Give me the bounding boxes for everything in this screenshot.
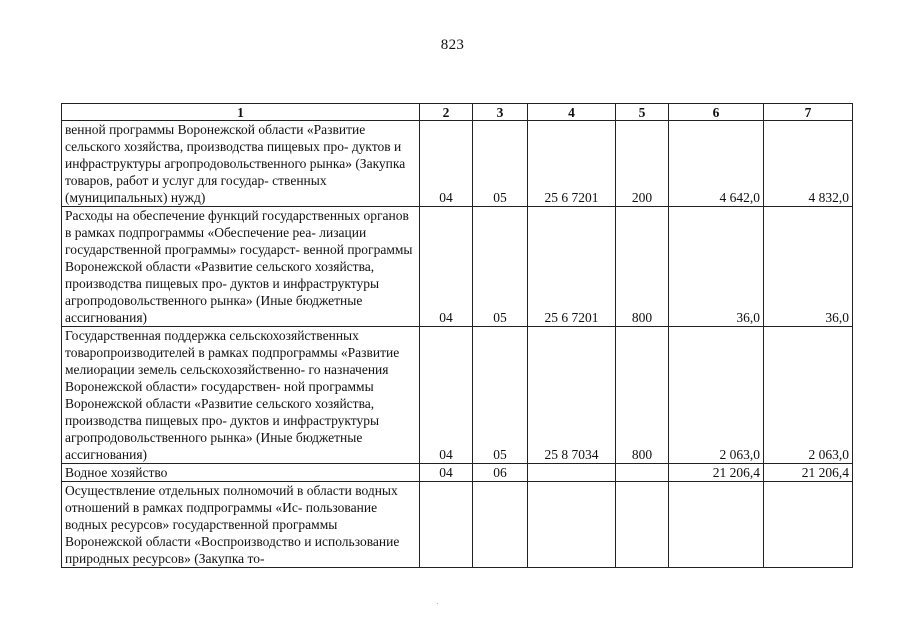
target-article-code xyxy=(528,482,616,568)
amount-col-6: 21 206,4 xyxy=(669,464,764,482)
row-description: Государственная поддержка сельскохозяйственных товаропроизводителей в рамках подпрограммы «Развитие мелиорации земель сельскохозяйственно- го назначения Воронежской области» государствен- ной программы Воронежской области «Развитие сельского хозяйства, производства пищевых про- дуктов и инфраструктуры агропродовольственного рынка» (Иные бюджетные ассигнования) xyxy=(62,327,420,464)
expense-type-code: 800 xyxy=(616,327,669,464)
target-article-code: 25 8 7034 xyxy=(528,327,616,464)
amount-col-7: 4 832,0 xyxy=(764,121,853,207)
section-code xyxy=(420,482,473,568)
amount-col-7: 36,0 xyxy=(764,207,853,327)
amount-col-6: 4 642,0 xyxy=(669,121,764,207)
subsection-code: 05 xyxy=(473,207,528,327)
column-header-1: 1 xyxy=(62,104,420,121)
amount-col-7: 21 206,4 xyxy=(764,464,853,482)
subsection-code: 05 xyxy=(473,121,528,207)
section-code: 04 xyxy=(420,327,473,464)
budget-table xyxy=(61,103,853,568)
target-article-code: 25 6 7201 xyxy=(528,121,616,207)
section-code: 04 xyxy=(420,464,473,482)
column-header-3: 3 xyxy=(473,104,528,121)
target-article-code xyxy=(528,464,616,482)
column-header-2: 2 xyxy=(420,104,473,121)
row-description: венной программы Воронежской области «Развитие сельского хозяйства, производства пищевых про- дуктов и инфраструктуры агропродовольственного рынка» (Закупка товаров, работ и услуг для государ- ственных (муниципальных) нужд) xyxy=(62,121,420,207)
table-row xyxy=(62,327,853,464)
table-row xyxy=(62,207,853,327)
page-number: 823 xyxy=(440,37,465,53)
row-description: Водное хозяйство xyxy=(62,464,420,482)
column-header-7: 7 xyxy=(764,104,853,121)
row-description: Расходы на обеспечение функций государственных органов в рамках подпрограммы «Обеспечение реа- лизации государственной программы» государст- венной программы Воронежской области «Развитие сельского хозяйства, производства пищевых про- дуктов и инфраструктуры агропродовольственного рынка» (Иные бюджетные ассигнования) xyxy=(62,207,420,327)
table-row xyxy=(62,482,853,568)
expense-type-code: 800 xyxy=(616,207,669,327)
expense-type-code xyxy=(616,464,669,482)
amount-col-7: 2 063,0 xyxy=(764,327,853,464)
amount-col-6: 2 063,0 xyxy=(669,327,764,464)
column-header-5: 5 xyxy=(616,104,669,121)
section-code: 04 xyxy=(420,121,473,207)
amount-col-6: 36,0 xyxy=(669,207,764,327)
table-row xyxy=(62,121,853,207)
table-row xyxy=(62,464,853,482)
scan-speck xyxy=(437,603,438,604)
subsection-code: 05 xyxy=(473,327,528,464)
subsection-code: 06 xyxy=(473,464,528,482)
expense-type-code xyxy=(616,482,669,568)
column-header-6: 6 xyxy=(669,104,764,121)
amount-col-6 xyxy=(669,482,764,568)
amount-col-7 xyxy=(764,482,853,568)
table-header-row xyxy=(62,104,853,121)
row-description: Осуществление отдельных полномочий в области водных отношений в рамках подпрограммы «Ис- пользование водных ресурсов» государственной программы Воронежской области «Воспроизводство и использование природных ресурсов» (Закупка то- xyxy=(62,482,420,568)
expense-type-code: 200 xyxy=(616,121,669,207)
section-code: 04 xyxy=(420,207,473,327)
column-header-4: 4 xyxy=(528,104,616,121)
subsection-code xyxy=(473,482,528,568)
target-article-code: 25 6 7201 xyxy=(528,207,616,327)
